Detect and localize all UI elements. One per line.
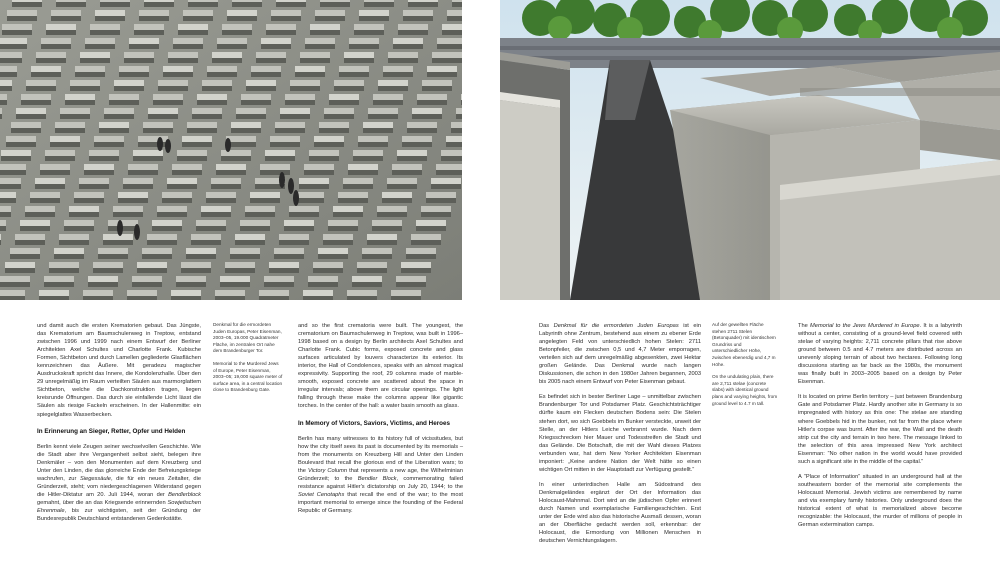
left-german-column [37, 322, 201, 530]
paragraph: The Memorial to the Jews Murdered in Europe. It is a labyrinth without a center, consisting of a ground-level field covered with stelae of varying heights: 2,711 concrete pillars that rise above ground between 0.5 and 4.7 meters are distributed across an unevenly sloping terrain of about two hectares. Following long discussions starting as far back as the 1980s, the monument was finally built in 2003–2005 based on a design by Peter Eisenman. [798, 323, 962, 386]
right-photo-caption [712, 322, 778, 413]
paragraph: A “Place of Information” situated in an underground hall at the southeastern border of the memorial site complements the Holocaust Memorial. Jewish victims are remembered by name and via exemplary family histories. Only underground does the historical extent of what is memorialized above become recognizable: the Holocaust, the murder of millions of people in German extermination camps. [798, 473, 962, 529]
paragraph: In einer unterirdischen Halle am Südostrand des Denkmalgeländes ergänzt der Ort der Information das Holocaust-Mahnmal. Dort wird an die jüdischen Opfer erinnert durch Namen und exemplarische Familiengeschichten. Erst unter der Erde wird also das historische Ausmaß dessen, woran an der Oberfläche gedacht werden soll, erkennbar: der Holocaust, die Ermordung von Millionen Menschen in deutschen Vernichtungslagern. [539, 481, 701, 545]
left-english-column [298, 322, 463, 522]
paragraph: It is located on prime Berlin territory – just between Brandenburg Gate and Potsdamer Platz. Hardly another site in Germany is so impregnated with history as this one: The stelae are standing where Goebbels hid in the bunker, not far from the place where Hitler's corpse was burnt. After the war, the Wall and the death strip cut the city and terrain in two here. The message linked to the selection of this area impressed New York architect Eisenman: “No other nation in the world would have provided such a significant site in the middle of the capital.” [798, 394, 962, 465]
paragraph: Das Denkmal für die ermordeten Juden Europas ist ein Labyrinth ohne Zentrum, bestehend aus einem zu ebener Erde angelegten Feld von unterschiedlich hohen Stelen: 2711 Betonpfeiler, die zwischen 0,5 und 4,7 Meter emporragen, verteilen sich auf dem unregelmäßig abgesenkten, zwei Hektar großen Gelände. Das Denkmal wurde nach langen Diskussionen, die schon in den 1980er Jahren begannen, 2003 bis 2005 nach einem Entwurf von Peter Eisenman gebaut. [539, 323, 701, 386]
section-heading: In Memory of Victors, Saviors, Victims, and Heroes [298, 419, 450, 427]
paragraph: Es befindet sich in bester Berliner Lage – unmittelbar zwischen Brandenburger Tor und Potsdamer Platz. Geschichtsträchtiger dürfte kaum ein Flecken deutschen Bodens sein: Die Stelen stehen dort, wo sich Goebbels im Bunker versteckte, unweit der Stelle, an der Hitlers Leiche verbrannt wurde. Nach dem Kriegsschrecken hier Mauer und Todesstreifen die Stadt und das Gelände. Die Botschaft, die mit der Wahl dieses Platzes verbunden war, hat dem New Yorker Architekten Eisenman imponiert: „Keine andere Nation der Welt hätte so einen wichtigen Ort mitten in der Hauptstadt zur Verfügung gestellt.“ [539, 394, 701, 473]
section-heading: In Erinnerung an Sieger, Retter, Opfer und Helden [37, 427, 186, 435]
ground-stelae-illustration [500, 0, 1000, 300]
paragraph: Berlin kennt viele Zeugen seiner wechselvollen Geschichte. Wie die Stadt aber ihre Vergangenheit selbst sieht, belegen ihre Denkmäler – von den Monumenten auf dem Kreuzberg und Unter den Linden, die das glorreiche Ende der Befreiungskriege wachrufen, zur Siegessäule, die für ein neues Zeitalter, die Gründerzeit, steht; vom niedergeschlagenen Widerstand gegen die Hitler-Diktatur am 20. Juli 1944, woran der Bendlerblock gemahnt, über die an das Kriegsende erinnernden Sowjetischen Ehrenmale, bis zur wichtigsten, seit der Gründung der Bundesrepublik Deutschland entstandenen Gedenkstätte. [37, 443, 201, 522]
memorial-ground-photo [500, 0, 1000, 300]
left-photo-caption [213, 322, 283, 400]
caption-english: Memorial to the Murdered Jews of Europe, Peter Eisenman, 2003–05; 19,000 square meter of surface area, in a central location close to Brandenburg Gate. [213, 360, 283, 393]
paragraph: und damit auch die ersten Krematorien gebaut. Das Jüngste, das Krematorium am Baumschulenweg in Treptow, entstand zwischen 1996 und 1999 nach einem Entwurf der Berliner Architekten Axel Schultes und Charlotte Frank. Kubische Formen, Sichtbeton und durch Lamellen gegliederte Glasflächen kennzeichnen das Äußere. Mit geradezu magischer Ausdruckskraft spricht das Innere, die Kondolenzhalle. Über den 29 unregelmäßig im Raum verteilten Säulen aus marmorglattem Sichtbeton, welche die Dachkonstruktion tragen, liegen kreisrunde Öffnungen. Das durch sie einfallende Licht lässt die Säulen als riesige Fackeln erscheinen. In der Hallenmitte: ein spiegelglattes Wasserbecken. [37, 323, 201, 418]
memorial-aerial-photo [0, 0, 462, 300]
paragraph: and so the first crematoria were built. The youngest, the crematorium on Baumschulenweg in Treptow, was built in 1996–1998 based on a design by Berlin architects Axel Schultes and Charlotte Frank. Cubic forms, exposed concrete and glass surfaces articulated by louvers characterize its exterior. Its interior, the Hall of Condolences, speaks with an almost magical expressivity. Supporting the roof, 29 columns made of marble-smooth, exposed concrete are scattered about the space in irregular intervals; above them are circular openings. The light falling through these make the columns appear like gigantic torches. In the center of the hall: a water basin smooth as glass. [298, 323, 463, 410]
aerial-stelae-illustration [0, 0, 462, 300]
page-gutter [462, 0, 500, 583]
caption-english: On the undulating plain, there are 2,711 stelae (concrete slabs) with identical ground plans and varying heights, from ground level to 4.7 m tall. [712, 374, 778, 406]
caption-german: Auf der gewellten Fläche stehen 2711 Stelen (Betonquader) mit identischem Grundriss und unterschiedlicher Höhe, zwischen ebenerdig und 4,7 m Höhe. [712, 322, 776, 367]
right-german-column [539, 322, 701, 552]
caption-german: Denkmal für die ermordeten Juden Europas, Peter Eisenman, 2003–05, 19.000 Quadratmeter Fläche, im zentralen Ort nahe dem Brandenburger Tor. [213, 322, 282, 354]
paragraph: Berlin has many witnesses to its history full of vicissitudes, but how the city itself sees its past is documented by its memorials – from the monuments on Kreuzberg Hill and Unter den Linden Boulevard that recall the glorious end of the Liberation wars; to the Victory Column that represents a new age, the Wilhelminian Gründerzeit; to the Bendler Block, commemorating failed resistance against Hitler's dictatorship on July 20, 1944; to the Soviet Cenotaphs that recall the end of the war; to the most important memorial to emerge since the founding of the Federal Republic of Germany. [298, 435, 463, 514]
right-english-column [798, 322, 962, 536]
